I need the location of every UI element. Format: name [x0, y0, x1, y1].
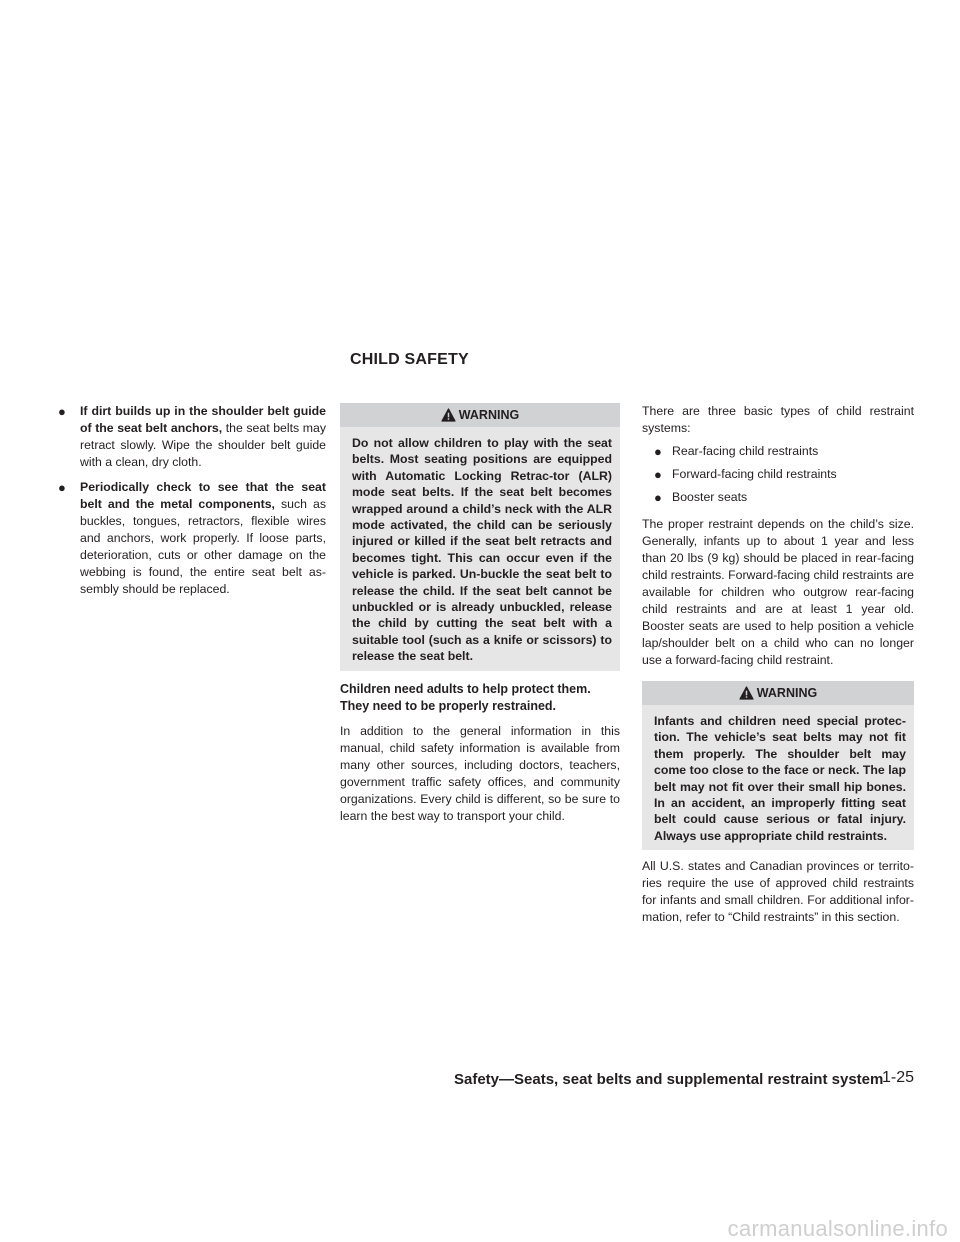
- warning-box: [340, 403, 620, 671]
- footer-title: Safety—Seats, seat belts and supplemental restraint system: [454, 1071, 884, 1088]
- bullet-item: [58, 479, 326, 598]
- bullet-icon: ●: [654, 467, 662, 482]
- bullet-text: the seat belts may retract slowly. Wipe the shoulder belt guide with a clean, dry cloth.: [80, 421, 326, 469]
- warning-triangle-icon: [739, 686, 754, 700]
- page-number: 1-25: [882, 1069, 915, 1086]
- bullet-item: [58, 403, 326, 471]
- paragraph: All U.S. states and Canadian provinces or territo-ries require the use of approved child restraints for infants and small children. For additional infor-mation, refer to “Child restraints” in this section.: [642, 859, 914, 925]
- restraint-types-list: [642, 443, 914, 512]
- middle-column: [340, 403, 620, 825]
- right-column: [642, 403, 914, 926]
- list-item-text: Rear-facing child restraints: [672, 444, 819, 458]
- warning-heading-text: WARNING: [756, 686, 818, 700]
- warning-text: Infants and children need special protec-tion. The vehicle’s seat belts may not fit them properly. The shoulder belt may come too close to the face or neck. The lap belt may not fit over their small hip bones. In an accident, an improperly fitting seat belt could cause serious or fatal injury. Always use appropriate child restraints.: [654, 714, 906, 843]
- warning-text: Do not allow children to play with the seat belts. Most seating positions are equipped with Automatic Locking Retrac-tor (ALR) mode seat belts. If the seat belt becomes wrapped around a child’s neck with the ALR mode activated, the child can be seriously injured or killed if the seat belt retracts and becomes tight. This can occur even if the vehicle is parked. Un-buckle the seat belt to release the child. If the seat belt cannot be unbuckled or is already unbuckled, release the child by cutting the seat belt with a suitable tool (such as a knife or scissors) to release the seat belt.: [352, 436, 612, 664]
- paragraph: In addition to the general information in this manual, child safety information is available from many other sources, including doctors, teachers, government traffic safety offices, and community organizations. Every child is different, so be sure to learn the best way to transport your child.: [340, 723, 620, 823]
- paragraph: The proper restraint depends on the child’s size. Generally, infants up to about 1 year and less than 20 lbs (9 kg) should be placed in rear-facing child restraints. Forward-facing child restraints are available for children who outgrow rear-facing child restraints and are at least 1 year old. Booster seats are used to help position a vehicle lap/shoulder belt on a child who can no longer use a forward-facing child restraint.: [642, 517, 914, 667]
- list-item-text: Booster seats: [672, 490, 748, 504]
- list-item: [642, 489, 914, 512]
- bullet-icon: ●: [654, 444, 662, 459]
- warning-heading: [340, 403, 620, 427]
- list-item: [642, 466, 914, 489]
- bullet-bold-text: If dirt builds up in the shoulder belt guide of the seat belt anchors,: [80, 404, 326, 435]
- warning-triangle-icon: [441, 408, 456, 422]
- warning-box: [642, 681, 914, 850]
- bullet-icon: ●: [58, 480, 66, 495]
- section-title: CHILD SAFETY: [350, 351, 469, 368]
- warning-heading: [642, 681, 914, 705]
- bullet-bold-text: Periodically check to see that the seat belt and the metal components,: [80, 480, 326, 511]
- list-item-text: Forward-facing child restraints: [672, 467, 837, 481]
- bullet-text: such as buckles, tongues, retractors, flexible wires and anchors, work properly. If loose parts, deterioration, cuts or other damage on the webbing is found, the entire seat belt as-sembly should be replaced.: [80, 497, 327, 596]
- bullet-icon: ●: [654, 490, 662, 505]
- left-column: [58, 403, 326, 606]
- intro-paragraph: There are three basic types of child restraint systems:: [642, 404, 914, 435]
- bold-paragraph: Children need adults to help protect them. They need to be properly restrained.: [340, 681, 591, 713]
- list-item: [642, 443, 914, 466]
- bullet-icon: ●: [58, 404, 66, 419]
- warning-heading-text: WARNING: [458, 408, 520, 422]
- watermark: carmanualsonline.info: [727, 1216, 948, 1241]
